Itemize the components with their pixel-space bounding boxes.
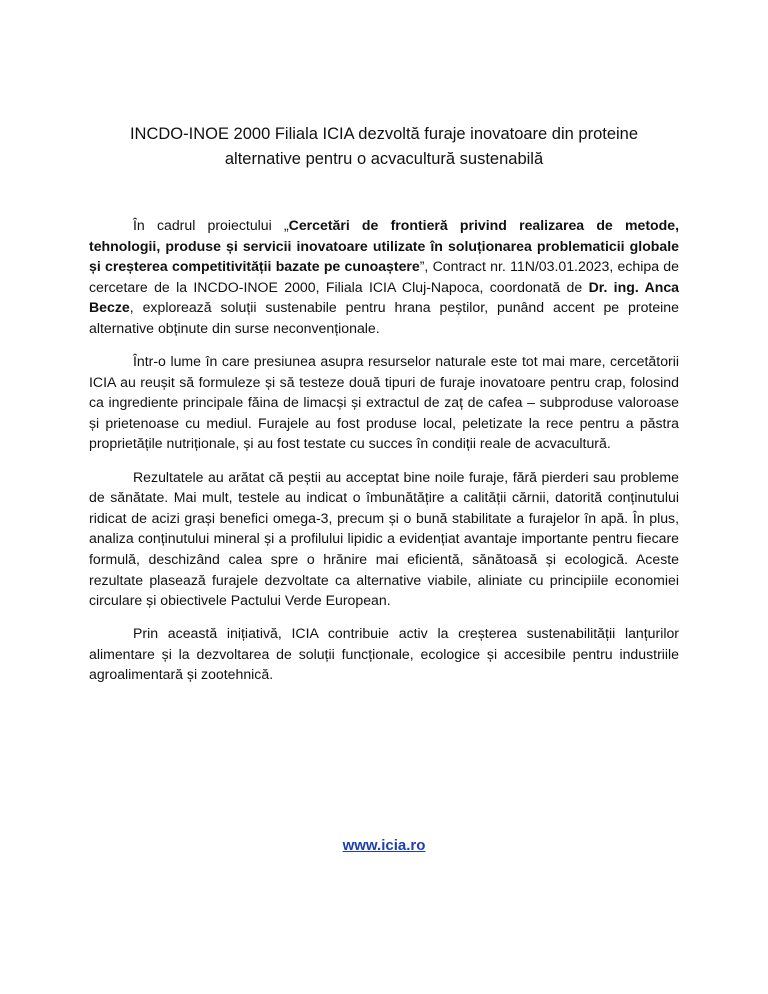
title-line-2: alternative pentru o acvacultură sustenabilă — [224, 150, 544, 168]
paragraph-results: Rezultatele au arătat că peștii au acceptat bine noile furaje, fără pierderi sau probleme de sănătate. Mai mult, testele au indicat o îmbunătățire a calității cărnii, datorită conținutului ridicat de acizi grași benefici omega-3, precum și o bună stabilitate a furajelor în apă. În plus, analiza conținutului mineral și a profilului lipidic a evidențiat avantaje importante pentru fiecare formulă, deschizând calea spre o hrănire mai eficientă, sănătoasă și ecologică. Aceste rezultate plasează furajele dezvoltate ca alternative viabile, aliniate cu principiile economiei circulare și obiectivele Pactului Verde European. — [89, 468, 679, 609]
paragraph-feed-development: Într-o lume în care presiunea asupra resurselor naturale este tot mai mare, cercetătorii ICIA au reușit să formuleze și să testeze două tipuri de furaje inovatoare pentru crap, folosind ca ingrediente principale făina de limacși și extractul de zaț de cafea – subproduse valoroase și prietenoase cu mediul. Furajele au fost produse local, peletizate la rece pentru a păstra proprietățile nutriționale, și au fost testate cu succes în condiții reale de acvacultură. — [89, 353, 679, 452]
coordinator-name: Dr. ing. Anca Becze — [89, 278, 679, 316]
intro-text-start: În cadrul proiectului „ — [133, 217, 289, 233]
article-body — [89, 215, 679, 697]
paragraph-project-intro — [89, 215, 679, 339]
intro-text-end: , explorează soluții sustenabile pentru hrana peștilor, punând accent pe proteine alternative obținute din surse neconvenționale. — [89, 299, 679, 336]
title-line-1: INCDO-INOE 2000 Filiala ICIA dezvoltă furaje inovatoare din proteine — [129, 125, 639, 143]
intro-text-contract: ”, Contract nr. 11N/03.01.2023, echipa de cercetare de la INCDO-INOE 2000, Filiala ICIA Cluj-Napoca, coordonată de — [89, 258, 679, 295]
project-name: Cercetări de frontieră privind realizarea de metode, tehnologii, produse și servicii inovatoare utilizate în soluționarea problematicii globale și creșterea competitivității bazate pe cunoaștere — [89, 217, 679, 275]
website-link[interactable]: www.icia.ro — [342, 837, 426, 854]
website-link-container — [0, 837, 768, 854]
page-title — [100, 122, 668, 172]
paragraph-conclusion: Prin această inițiativă, ICIA contribuie activ la creșterea sustenabilității lanțurilor alimentare și la dezvoltarea de soluții funcționale, ecologice și accesibile pentru industriile agroalimentară și zootehnică. — [89, 625, 679, 683]
